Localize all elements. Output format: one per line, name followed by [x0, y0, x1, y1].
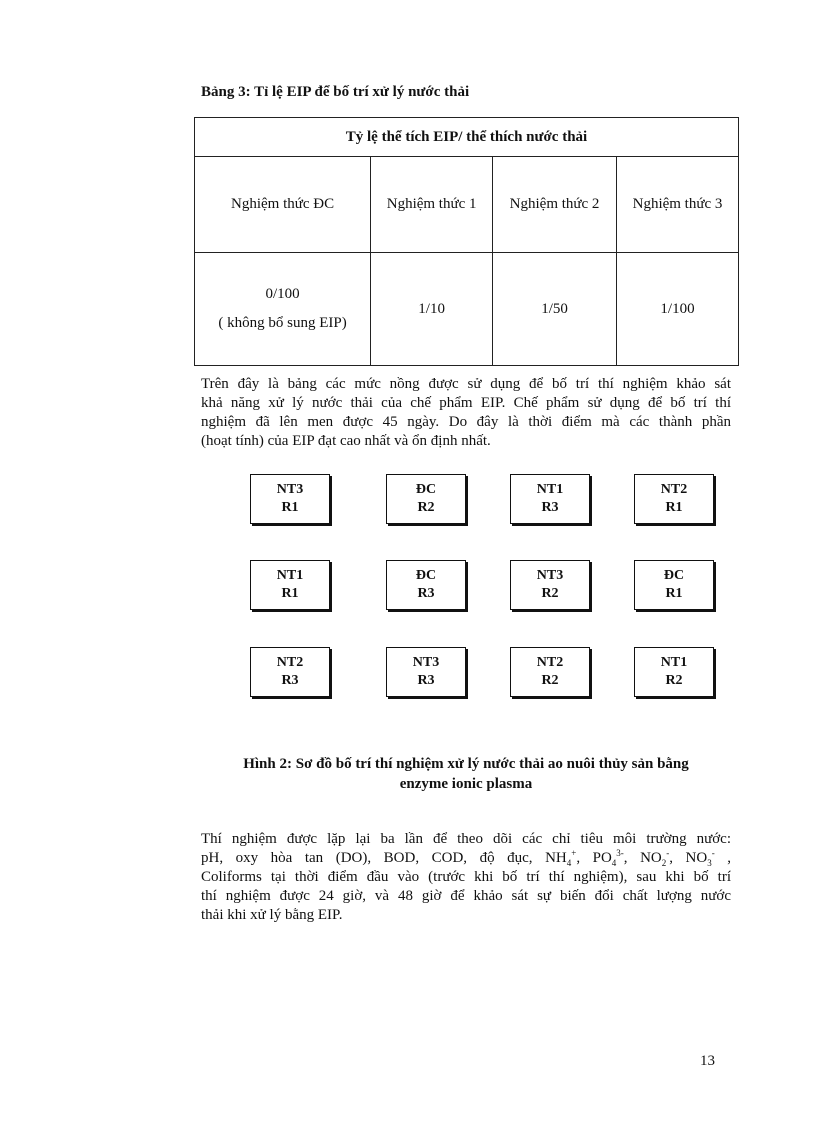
subscript: 4 [566, 858, 572, 868]
paragraph-line: (hoạt tính) của EIP đạt cao nhất và ổn định nhất. [201, 433, 491, 449]
column-treatment-1: Nghiệm thức 1 [371, 157, 493, 253]
tank-replicate: R3 [281, 673, 299, 688]
value-treatment-3: 1/100 [617, 253, 739, 366]
paragraph-line: thải khi xử lý bằng EIP. [201, 907, 343, 923]
tank-replicate: R2 [665, 673, 683, 688]
tank-box [250, 474, 330, 524]
text-run: , NO [669, 850, 708, 866]
value-control-note: ( không bổ sung EIP) [218, 315, 347, 331]
tank-box [510, 474, 590, 524]
column-treatment-3: Nghiệm thức 3 [617, 157, 739, 253]
subscript: 2 [661, 858, 667, 868]
page-number: 13 [700, 1053, 715, 1069]
tank-box [634, 474, 714, 524]
tank-box [250, 560, 330, 610]
paragraph-line: khả năng xử lý nước thải của chế phẩm EIP. Chế phẩm sử dụng để bố trí thí [201, 395, 731, 411]
paragraph-line: Coliforms tại thời điểm đầu vào (trước khi bố trí thí nghiệm), sau khi bố trí [201, 869, 731, 885]
tank-treatment: NT2 [276, 655, 304, 670]
subscript: 3 [707, 858, 712, 868]
paragraph-line-formulas [201, 849, 731, 868]
tank-box [386, 560, 466, 610]
tank-box [634, 647, 714, 697]
tank-replicate: R1 [281, 500, 299, 515]
tank-box [510, 560, 590, 610]
table-header: Tỷ lệ thể tích EIP/ thể thích nước thải [195, 118, 739, 157]
superscript: - [711, 848, 715, 858]
tank-box [386, 647, 466, 697]
tank-box [634, 560, 714, 610]
tank-box [510, 647, 590, 697]
tank-box [250, 647, 330, 697]
text-run: , [714, 850, 732, 866]
paragraph-2 [201, 830, 731, 925]
tank-treatment: NT1 [276, 568, 304, 583]
paragraph-line: thí nghiệm được 24 giờ, và 48 giờ để khảo sát sự biến đổi chất lượng nước [201, 888, 731, 904]
text-run: , PO [576, 850, 612, 866]
tank-replicate: R3 [417, 586, 435, 601]
table-caption: Bảng 3: Tỉ lệ EIP để bố trí xử lý nước thải [201, 84, 470, 100]
value-treatment-2: 1/50 [493, 253, 617, 366]
tank-treatment: ĐC [663, 568, 685, 583]
figure-caption [201, 754, 731, 794]
tank-box [386, 474, 466, 524]
tank-treatment: ĐC [415, 568, 437, 583]
paragraph-line: nghiệm đã lên men được 45 ngày. Do đây là thời điểm mà các thành phần [201, 414, 731, 430]
paragraph-1 [201, 375, 731, 451]
tank-treatment: NT1 [660, 655, 688, 670]
tank-treatment: NT3 [536, 568, 564, 583]
eip-ratio-table [194, 117, 739, 366]
superscript: + [571, 848, 577, 858]
tank-replicate: R1 [281, 586, 299, 601]
tank-replicate: R3 [417, 673, 435, 688]
value-control [195, 253, 371, 366]
figure-caption-line-1: Hình 2: Sơ đồ bố trí thí nghiệm xử lý nước thải ao nuôi thủy sản bằng [243, 756, 689, 772]
tank-replicate: R1 [665, 586, 683, 601]
tank-treatment: NT2 [660, 482, 688, 497]
tank-treatment: NT3 [276, 482, 304, 497]
column-control: Nghiệm thức ĐC [195, 157, 371, 253]
tank-replicate: R3 [541, 500, 559, 515]
text-run: , NO [623, 850, 662, 866]
tank-replicate: R2 [417, 500, 435, 515]
paragraph-line: Thí nghiệm được lặp lại ba lần để theo dõi các chỉ tiêu môi trường nước: [201, 831, 731, 847]
column-treatment-2: Nghiệm thức 2 [493, 157, 617, 253]
tank-treatment: ĐC [415, 482, 437, 497]
superscript: 3- [616, 848, 624, 858]
tank-treatment: NT3 [412, 655, 440, 670]
subscript: 4 [611, 858, 617, 868]
value-control-ratio: 0/100 [265, 286, 300, 302]
text-run: pH, oxy hòa tan (DO), BOD, COD, độ đục, NH [201, 850, 567, 866]
tank-treatment: NT2 [536, 655, 564, 670]
figure-caption-line-2: enzyme ionic plasma [399, 776, 533, 792]
paragraph-line: Trên đây là bảng các mức nồng được sử dụng để bố trí thí nghiệm khảo sát [201, 376, 731, 392]
tank-replicate: R2 [541, 586, 559, 601]
value-treatment-1: 1/10 [371, 253, 493, 366]
tank-treatment: NT1 [536, 482, 564, 497]
superscript: - [666, 848, 670, 858]
tank-replicate: R1 [665, 500, 683, 515]
tank-replicate: R2 [541, 673, 559, 688]
